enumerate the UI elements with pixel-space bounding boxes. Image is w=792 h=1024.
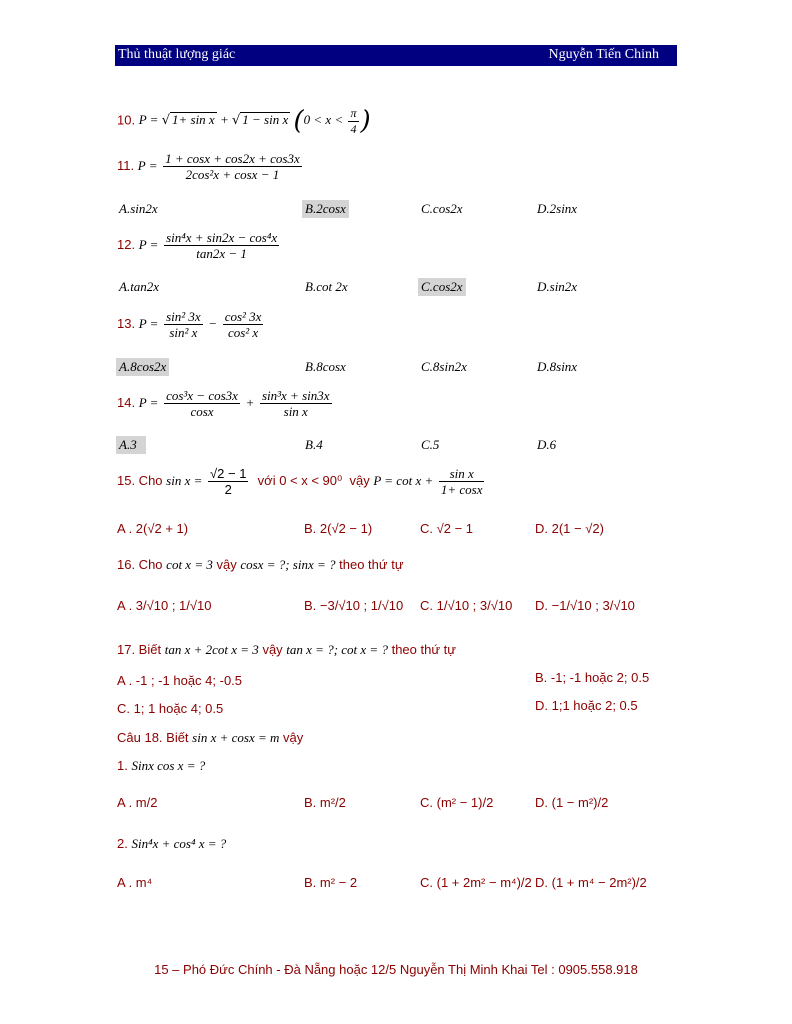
q11-fraction: $\frac{1 + \cos x + \cos 2x + \cos 3x}{\text{2cos²x + cosx − 1}}$ — [165, 151, 300, 182]
q17-option-b[interactable]: B. -1; -1 hoặc 2; 0.5 — [535, 670, 650, 685]
q15-fraction: $\frac{√2 - 1}{2}$ — [210, 466, 247, 497]
q12-option-c[interactable]: C.cos2x — [418, 278, 466, 296]
q15-option-b[interactable]: B. 2(√2 − 1) — [304, 521, 373, 536]
q14-fraction-2: $\frac{\text{sin³x + sin3x}}{\text{sin x}}$ — [261, 388, 330, 419]
q13-option-c[interactable]: C.8sin2x — [421, 359, 467, 374]
q12-option-d[interactable]: D.sin2x — [537, 279, 578, 294]
question-12: 12. P = $\frac{\text{sin⁴x + sin2x − cos⁴x}}{\tan 2x - 1}$ — [117, 230, 278, 261]
q18-1-option-a[interactable]: A . m/2 — [117, 795, 158, 810]
q13-fraction-1: $\frac{\text{sin² 3x}}{\text{sin² x}}$ — [166, 309, 201, 340]
q13-option-d[interactable]: D.8sinx — [537, 359, 578, 374]
q11-option-c[interactable]: C.cos2x — [421, 201, 463, 216]
page-header — [115, 45, 677, 66]
q18-1-option-c[interactable]: C. (m² − 1)/2 — [420, 795, 494, 810]
q14-option-d[interactable]: D.6 — [537, 437, 557, 452]
q15-option-a[interactable]: A . 2(√2 + 1) — [117, 521, 189, 536]
q16-option-b[interactable]: B. −3/√10 ; 1/√10 — [304, 598, 404, 613]
q18-2-option-d[interactable]: D. (1 + m⁴ − 2m²)/2 — [535, 875, 647, 890]
q17-option-a[interactable]: A . -1 ; -1 hoặc 4; -0.5 — [117, 673, 243, 688]
header-title: Thủ thuật lượng giác — [118, 47, 236, 62]
q12-fraction: $\frac{\text{sin⁴x + sin2x − cos⁴x}}{\tan 2x - 1}$ — [166, 230, 278, 261]
q15-p-fraction: $\frac{\text{sin x}}{1+ \cos x}$ — [440, 466, 483, 497]
q11-option-b[interactable]: B.2cosx — [302, 200, 349, 218]
question-11: 11. P = $\frac{1 + \cos x + \cos 2x + \cos 3x}{\text{2cos²x + cosx − 1}}$ — [117, 151, 300, 182]
q17-option-c[interactable]: C. 1; 1 hoặc 4; 0.5 — [117, 701, 224, 716]
q14-option-b[interactable]: B.4 — [305, 437, 323, 452]
q15-option-c[interactable]: C. √2 − 1 — [420, 521, 474, 536]
q11-option-a[interactable]: A.sin2x — [119, 201, 158, 216]
q18-2-option-a[interactable]: A . m⁴ — [117, 875, 153, 890]
q15-option-d[interactable]: D. 2(1 − √2) — [535, 521, 604, 536]
question-18-part-1: 1. Sinx cos x = ? — [117, 758, 206, 773]
q17-option-d[interactable]: D. 1;1 hoặc 2; 0.5 — [535, 698, 638, 713]
question-14: 14. P = $\frac{\text{cos³x − cos3x}}{\cos x}$ + $\frac{\text{sin³x + sin3x}}{\text{sin x}}$ — [117, 388, 330, 419]
q14-fraction-1: $\frac{\text{cos³x − cos3x}}{\cos x}$ — [166, 388, 238, 419]
question-18: Câu 18. Biết sin x + cosx = m vậy — [117, 730, 304, 745]
q16-option-d[interactable]: D. −1/√10 ; 3/√10 — [535, 598, 635, 613]
q18-2-option-c[interactable]: C. (1 + 2m² − m⁴)/2 — [420, 875, 532, 890]
q13-fraction-2: $\frac{\text{cos² 3x}}{\text{cos² x}}$ — [224, 309, 262, 340]
question-18-part-2: 2. Sin⁴x + cos⁴ x = ? — [117, 836, 227, 851]
page-footer: 15 – Phó Đức Chính - Đà Nẵng hoặc 12/5 Nguyễn Thị Minh Khai Tel : 0905.558.918 — [154, 962, 638, 977]
q18-2-option-b[interactable]: B. m² − 2 — [304, 875, 358, 890]
question-10: 10. P = √ 1+ sin x + √ 1 − sin x (0 < x < $\frac{\pi}{4}$ ) — [117, 106, 371, 137]
q14-option-a[interactable]: A.3 — [116, 436, 146, 454]
q12-option-a[interactable]: A.tan2x — [119, 279, 160, 294]
q14-option-c[interactable]: C.5 — [421, 437, 440, 452]
q16-option-c[interactable]: C. 1/√10 ; 3/√10 — [420, 598, 513, 613]
q18-1-option-b[interactable]: B. m²/2 — [304, 795, 346, 810]
q16-option-a[interactable]: A . 3/√10 ; 1/√10 — [117, 598, 212, 613]
question-16: 16. Cho cot x = 3 vậy cosx = ?; sinx = ? theo thứ tự — [117, 557, 404, 572]
header-author: Nguyễn Tiến Chinh — [548, 47, 659, 62]
q13-option-a[interactable]: A.8cos2x — [116, 358, 169, 376]
question-15: 15. Cho sin x = $\frac{√2 - 1}{2}$ với 0 < x < 90⁰ vậy P = cot x + $\frac{\text{sin x}}{1+ \cos x}$ — [117, 466, 483, 497]
question-17: 17. Biết tan x + 2cot x = 3 vậy tan x = ?; cot x = ? theo thứ tự — [117, 642, 456, 657]
q12-option-b[interactable]: B.cot 2x — [305, 279, 348, 294]
q18-1-option-d[interactable]: D. (1 − m²)/2 — [535, 795, 609, 810]
q13-option-b[interactable]: B.8cosx — [305, 359, 346, 374]
question-13: 13. P = $\frac{\text{sin² 3x}}{\text{sin² x}}$ − $\frac{\text{cos² 3x}}{\text{cos² x}}$ — [117, 309, 262, 340]
q10-expression: P = √ 1+ sin x + √ 1 − sin x (0 < x < $\frac{\pi}{4}$ ) — [138, 106, 371, 137]
q11-option-d[interactable]: D.2sinx — [537, 201, 578, 216]
